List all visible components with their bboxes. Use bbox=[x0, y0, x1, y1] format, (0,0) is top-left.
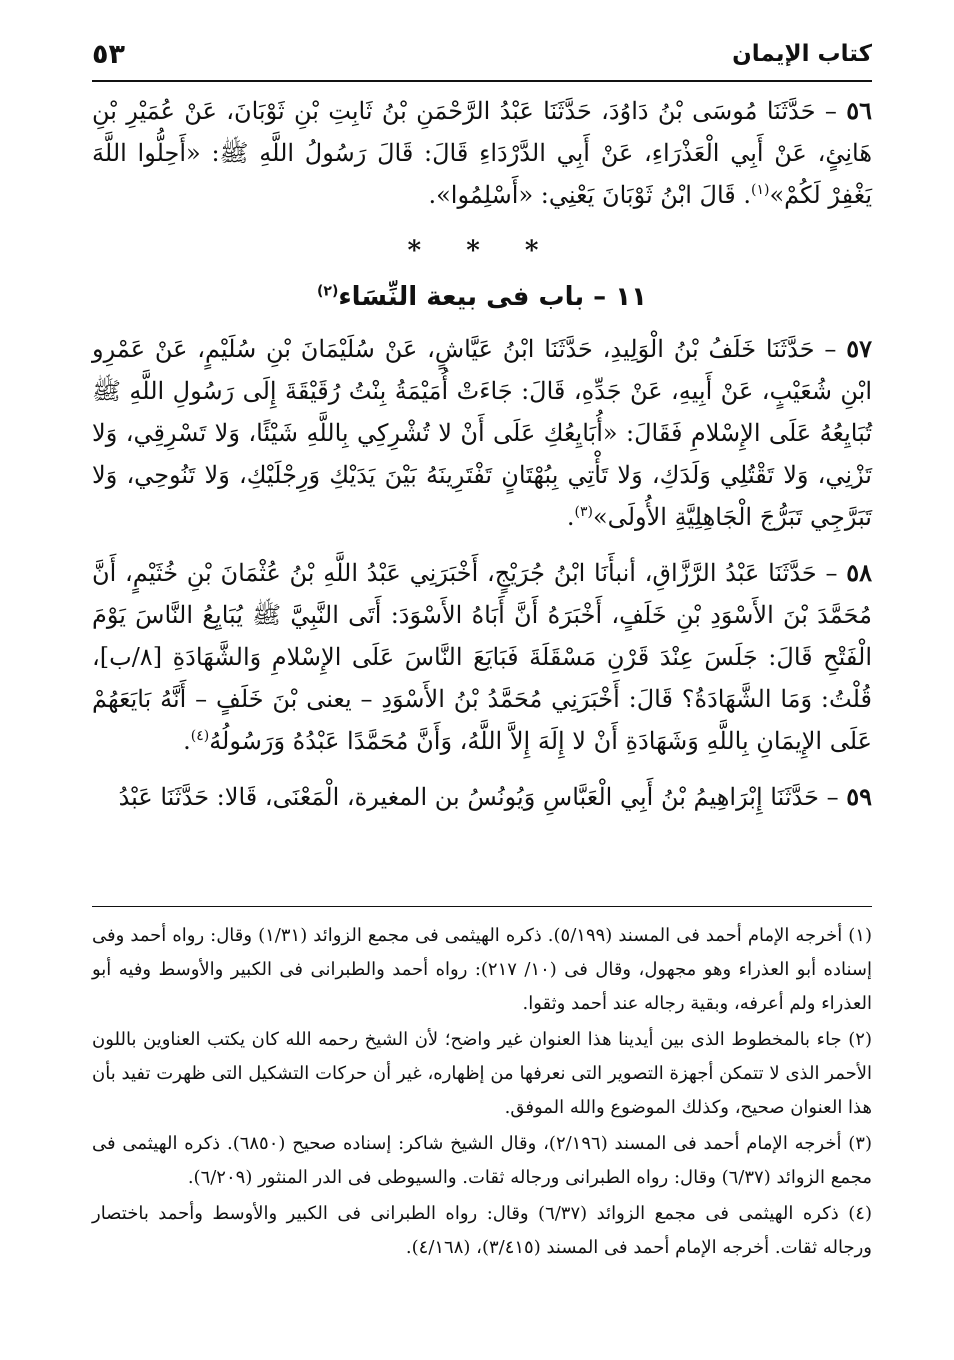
hadith-number: ٥٦ bbox=[846, 96, 872, 125]
footnote-ref: (٣) bbox=[574, 504, 593, 520]
hadith-text: – حَدَّثَنَا خَلَفُ بْنُ الْوَلِيدِ، حَدَّثَنَا ابْنُ عَيَّاشٍ، عَنْ سُلَيْمَانَ بْنِ سُلَيْمٍ، عَنْ عَمْرِو ابْنِ شُعَيْبٍ، عَنْ أَبِيهِ، عَنْ جَدِّهِ، قَالَ: جَاءَتْ أُمَيْمَةُ بِنْتُ رُقَيْقَةَ إِلَى رَسُولِ اللَّهِ ﷺ تُبَايِعُهُ عَلَى الإِسْلامِ فَقَالَ: «أُبَايِعُكِ عَلَى أَنْ لا تُشْرِكِي بِاللَّهِ شَيْئًا، وَلا تَسْرِقِي، وَلا تَزْنِي، وَلا تَقْتُلِي وَلَدَكِ، وَلا تَأْتِي بِبُهْتَانٍ تَفْتَرِينَهُ بَيْنَ يَدَيْكِ وَرِجْلَيْكِ، وَلا تَنُوحِي، وَلا تَبَرَّجِي تَبَرُّجَ الْجَاهِلِيَّةِ الأُولَى» bbox=[92, 335, 873, 531]
hadith-text-tail: . قَالَ ابْنُ ثَوْبَانَ يَعْنِي: «أَسْلِمُوا». bbox=[428, 181, 752, 209]
footnote-number: (١) bbox=[848, 925, 872, 946]
footnote-text: ذكره الهيثمى فى مجمع الزوائد (٦/٣٧) وقال: رواه الطبرانى فى الكبير والأوسط وأحمد باختصار ورجاله ثقات. أخرجه الإمام أحمد فى المسند (٣/٤١٥)، (٤/١٦٨). bbox=[92, 1203, 872, 1258]
footnote-text: جاء بالمخطوط الذى بين أيدينا هذا العنوان غير واضح؛ لأن الشيخ رحمه الله كان يكتب العناوين باللون الأحمر الذى لا تتمكن أجهزة التصوير التى نعرفها من إظهاره، غير أن حركات التشكيل التى ظهرت تفيد بأن هذا العنوان صحيح، وكذلك الموضوع والله الموفق. bbox=[92, 1029, 872, 1118]
footnote-number: (٣) bbox=[848, 1133, 872, 1154]
book-section-title: كتاب الإيمان bbox=[732, 41, 872, 67]
section-separator: * * * bbox=[407, 236, 557, 266]
hadith-59 bbox=[92, 776, 872, 818]
footnote-number: (٤) bbox=[848, 1203, 872, 1224]
hadith-number: ٥٩ bbox=[846, 782, 872, 811]
hadith-56 bbox=[92, 90, 872, 216]
footnote-number: (٢) bbox=[848, 1029, 872, 1050]
footnote-text: أخرجه الإمام أحمد فى المسند (٥/١٩٩). ذكره الهيثمى فى مجمع الزوائد (١/٣١) وقال: رواه أحمد وفى إسناده أبو العذراء وهو مجهول، وقال فى (١٠/ ٢١٧): رواه أحمد والطبرانى فى الكبير والأوسط وفيه أبو العذراء ولم أعرفه، وبقية رجاله عند أحمد وثقوا. bbox=[92, 925, 872, 1014]
hadith-text: – حَدَّثَنَا إِبْرَاهِيمُ بْنُ أَبِي الْعَبَّاسِ وَيُونُسُ بن المغيرة، الْمَعْنَى، قَالا: حَدَّثَنَا عَبْدُ bbox=[118, 783, 839, 811]
main-text bbox=[92, 90, 872, 832]
footnote-3 bbox=[92, 1127, 872, 1195]
hadith-text: – حَدَّثَنَا مُوسَى بْنُ دَاوُدَ، حَدَّثَنَا عَبْدُ الرَّحْمَنِ بْنُ ثَابِتِ بْنِ ثَوْبَانَ، عَنْ عُمَيْرِ بْنِ هَانِئٍ، عَنْ أَبِي الْعَذْرَاءِ، عَنْ أَبِي الدَّرْدَاءِ قَالَ: قَالَ رَسُولُ اللَّهِ ﷺ: «أَحِلُّوا اللَّهَ يَغْفِرْ لَكُمْ» bbox=[92, 97, 872, 209]
page-number: ٥٣ bbox=[92, 38, 125, 70]
hadith-text: – حَدَّثَنَا عَبْدُ الرَّزَّاقِ، أنبأَنَا ابْنُ جُرَيْجٍ، أَخْبَرَنِي عَبْدُ اللَّهِ بْنُ عُثْمَانَ بْنِ خُثَيْمٍ، أَنَّ مُحَمَّدَ بْنَ الأَسْوَدِ بْنِ خَلَفٍ، أَخْبَرَهُ أَنَّ أَبَاهُ الأَسْوَدَ: أَتَى النَّبِيَّ ﷺ يُبَايِعُ النَّاسَ يَوْمَ الْفَتْحِ قَالَ: جَلَسَ عِنْدَ قَرْنِ مَسْقَلَةَ فَبَايَعَ النَّاسَ عَلَى الإِسْلامِ وَالشَّهَادَةِ [٨/ب]، قُلْتُ: وَمَا الشَّهَادَةُ؟ قَالَ: أَخْبَرَنِي مُحَمَّدُ بْنُ الأَسْوَدِ – يعنى بْنَ خَلَفٍ – أَنَّهُ بَايَعَهُمْ عَلَى الإِيمَانِ بِاللَّهِ وَشَهَادَةِ أَنْ لا إِلَهَ إِلاَّ اللَّهُ، وَأَنَّ مُحَمَّدًا عَبْدُهُ وَرَسُولُهُ bbox=[92, 559, 872, 755]
footnote-2 bbox=[92, 1023, 872, 1125]
hadith-number: ٥٨ bbox=[846, 558, 873, 587]
chapter-title: ١١ – باب فى بيعة النِّسَاء bbox=[338, 282, 647, 312]
footnote-ref: (١) bbox=[751, 182, 770, 198]
hadith-number: ٥٧ bbox=[846, 334, 872, 363]
hadith-text-tail: . bbox=[183, 727, 191, 755]
footnote-ref: (٢) bbox=[317, 283, 339, 300]
hadith-58 bbox=[92, 552, 872, 762]
hadith-57 bbox=[92, 328, 872, 538]
hadith-text-tail: . bbox=[566, 503, 575, 531]
footnote-text: أخرجه الإمام أحمد فى المسند (٢/١٩٦)، وقال الشيخ شاكر: إسناده صحيح (٦٨٥٠). ذكره الهيثمى فى مجمع الزوائد (٦/٣٧) وقال: رواه الطبرانى ورجاله ثقات. والسيوطى فى الدر المنثور (٦/٢٠٩). bbox=[92, 1133, 872, 1188]
footnote-4 bbox=[92, 1197, 872, 1265]
chapter-heading bbox=[92, 276, 872, 318]
footnote-ref: (٤) bbox=[190, 728, 210, 744]
footnotes bbox=[92, 906, 872, 1267]
footnote-1 bbox=[92, 919, 872, 1021]
page-header bbox=[92, 28, 872, 82]
